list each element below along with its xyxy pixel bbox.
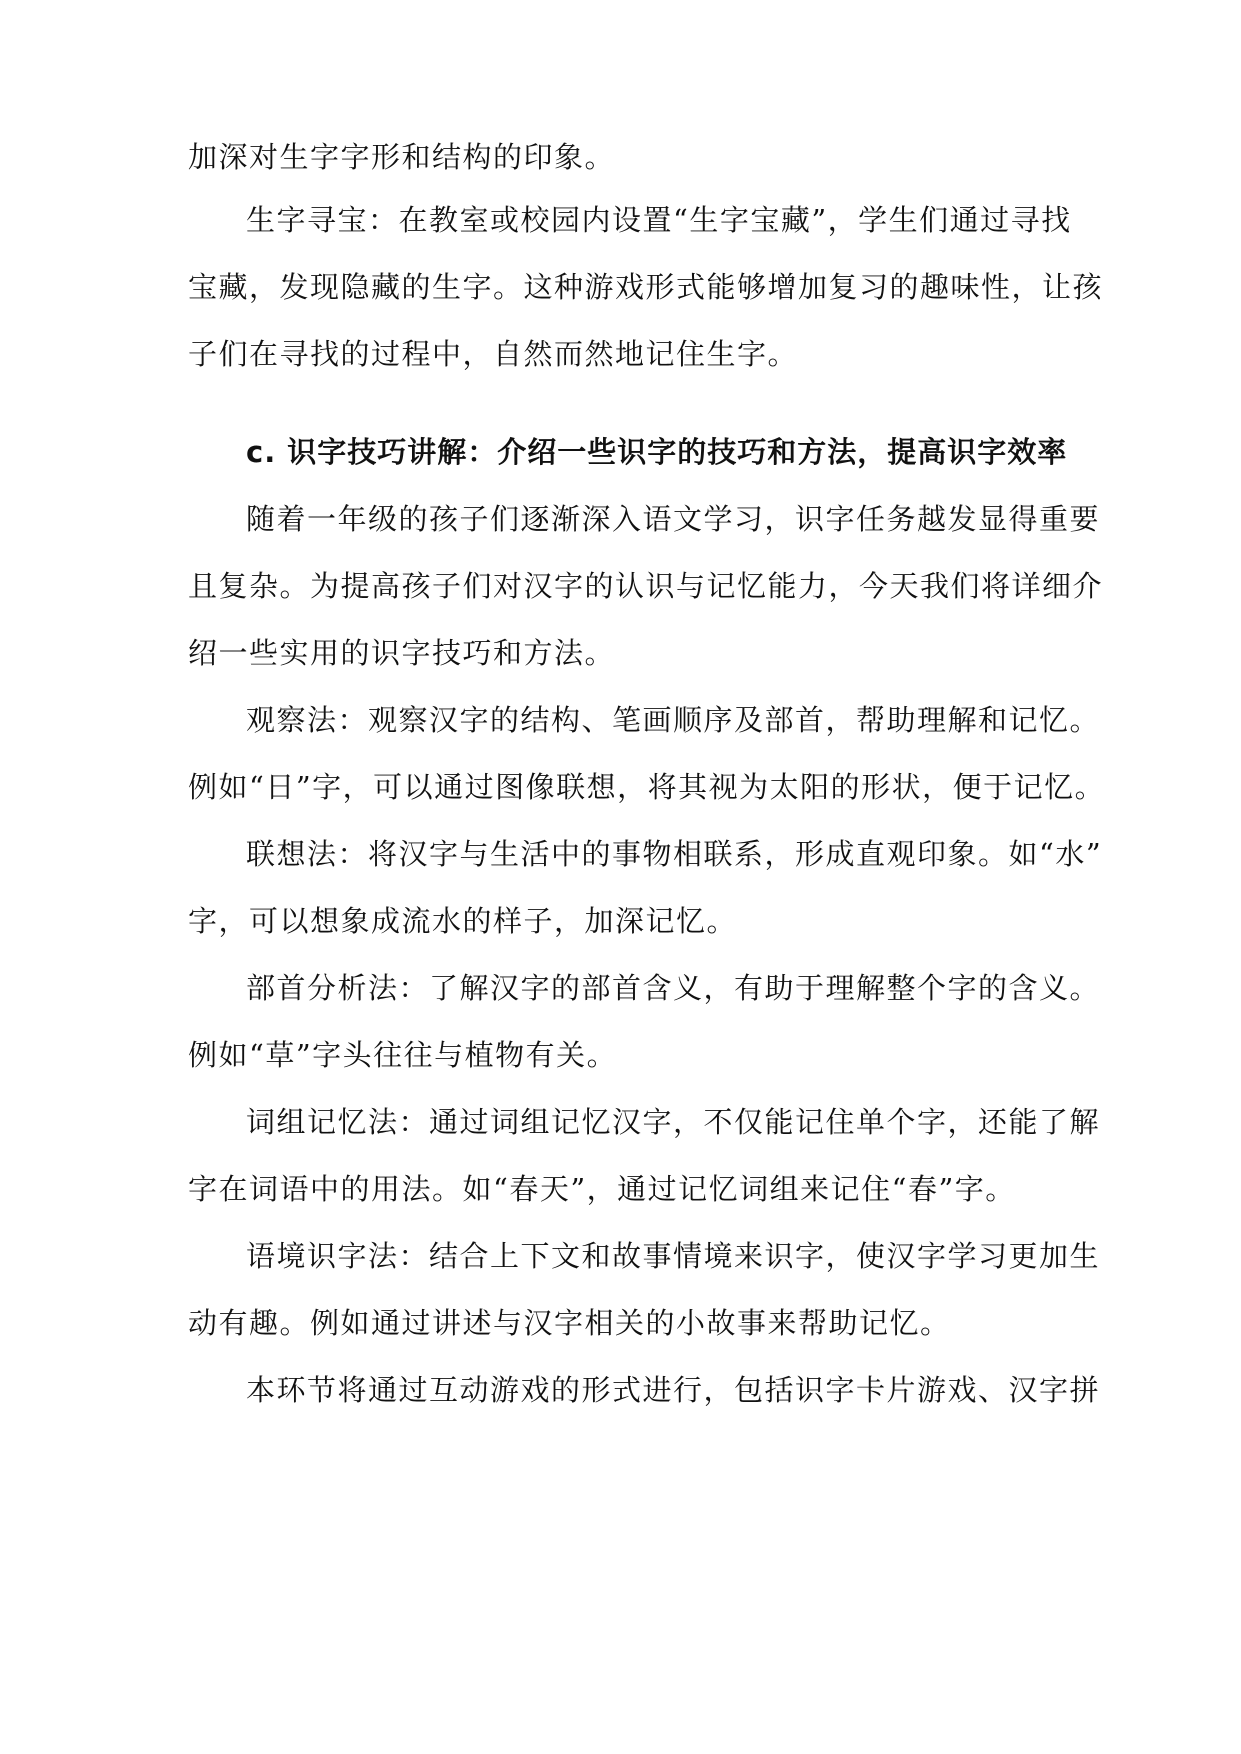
paragraph-line: 生字寻宝：在教室或校园内设置“生字宝藏”，学生们通过寻找 bbox=[246, 203, 1072, 237]
paragraph-line: 例如“日”字，可以通过图像联想，将其视为太阳的形状，便于记忆。 bbox=[188, 770, 1106, 804]
paragraph-line: 且复杂。为提高孩子们对汉字的认识与记忆能力，今天我们将详细介 bbox=[188, 569, 1104, 603]
paragraph-line: 部首分析法：了解汉字的部首含义，有助于理解整个字的含义。 bbox=[246, 971, 1101, 1005]
paragraph-line: 本环节将通过互动游戏的形式进行，包括识字卡片游戏、汉字拼 bbox=[246, 1373, 1101, 1407]
paragraph-line: 观察法：观察汉字的结构、笔画顺序及部首，帮助理解和记忆。 bbox=[246, 703, 1101, 737]
paragraph-line: 绍一些实用的识字技巧和方法。 bbox=[188, 636, 616, 670]
paragraph-line: 词组记忆法：通过词组记忆汉字，不仅能记住单个字，还能了解 bbox=[246, 1105, 1101, 1139]
paragraph-line: 加深对生字字形和结构的印象。 bbox=[188, 140, 616, 174]
paragraph-line: 字，可以想象成流水的样子，加深记忆。 bbox=[188, 904, 738, 938]
paragraph-line: 随着一年级的孩子们逐渐深入语文学习，识字任务越发显得重要 bbox=[246, 502, 1101, 536]
section-heading: c. 识字技巧讲解：介绍一些识字的技巧和方法，提高识字效率 bbox=[246, 435, 1068, 469]
paragraph-line: 语境识字法：结合上下文和故事情境来识字，使汉字学习更加生 bbox=[246, 1239, 1101, 1273]
paragraph-line: 字在词语中的用法。如“春天”，通过记忆词组来记住“春”字。 bbox=[188, 1172, 1016, 1206]
paragraph-line: 子们在寻找的过程中，自然而然地记住生字。 bbox=[188, 337, 799, 371]
paragraph-line: 宝藏，发现隐藏的生字。这种游戏形式能够增加复习的趣味性，让孩 bbox=[188, 270, 1104, 304]
paragraph-line: 例如“草”字头往往与植物有关。 bbox=[188, 1038, 618, 1072]
paragraph-line: 动有趣。例如通过讲述与汉字相关的小故事来帮助记忆。 bbox=[188, 1306, 951, 1340]
paragraph-line: 联想法：将汉字与生活中的事物相联系，形成直观印象。如“水” bbox=[246, 837, 1103, 871]
